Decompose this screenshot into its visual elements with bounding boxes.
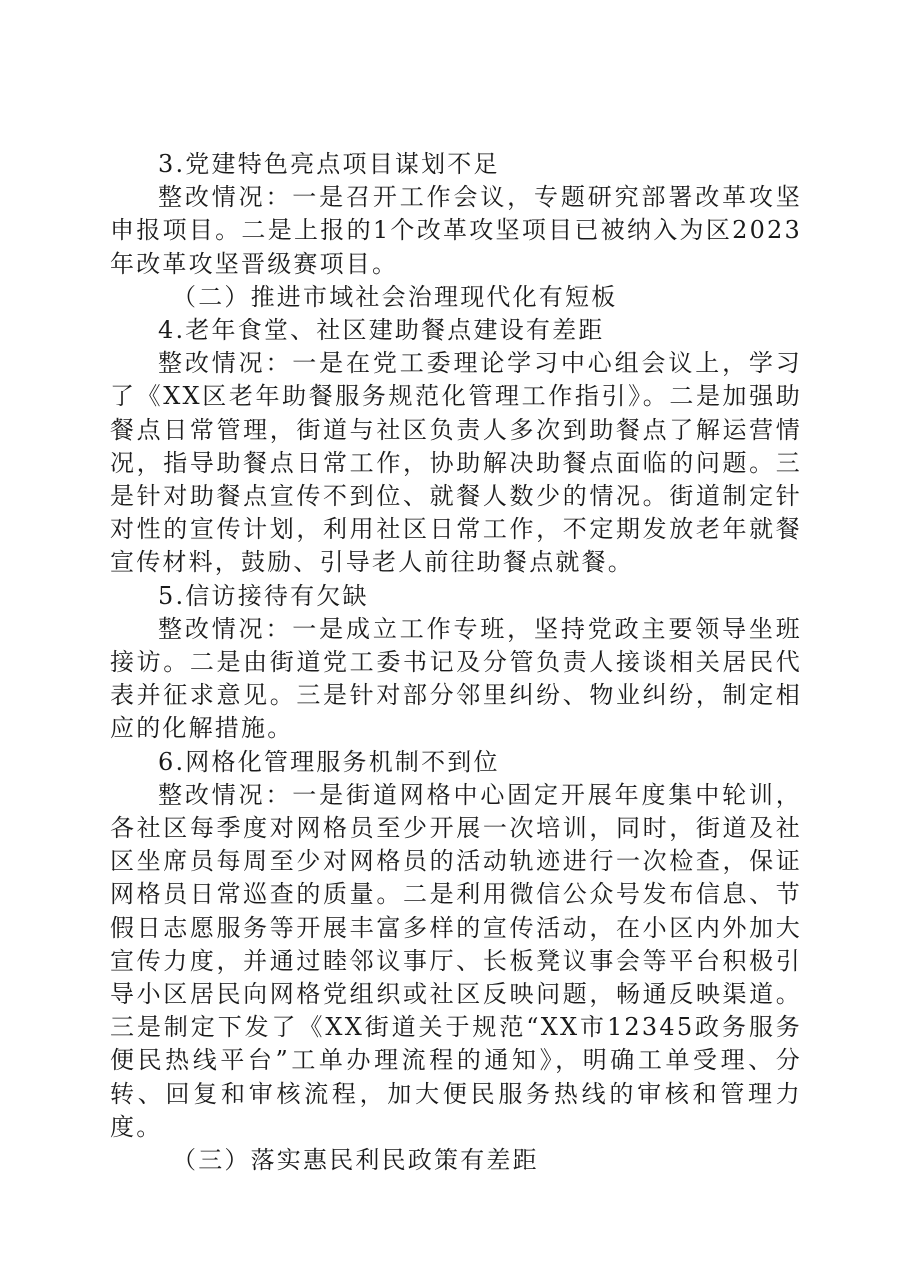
item-heading-4: 4.老年食堂、社区建助餐点建设有差距 — [158, 316, 605, 345]
item-body-6: 整改情况：一是街道网格中心固定开展年度集中轮训，各社区每季度对网格员至少开展一次培训，同时，街道及社区坐席员每周至少对网格员的活动轨迹进行一次检查，保证网格员日常巡查的质量。二是利用微信公众号发布信息、节假日志愿服务等开展丰富多样的宣传活动，在小区内外加大宣传力度，并通过睦邻议事厅、长板凳议事会等平台积极引导小区居民向网格党组织或社区反映问题，畅通反映渠道。三是制定下发了《XX街道关于规范“XX市12345政务服务便民热线平台”工单办理流程的通知》，明确工单受理、分转、回复和审核流程，加大便民服务热线的审核和管理力度。 — [110, 780, 802, 1141]
item-body-4: 整改情况：一是在党工委理论学习中心组会议上，学习了《XX区老年助餐服务规范化管理工作指引》。二是加强助餐点日常管理，街道与社区负责人多次到助餐点了解运营情况，指导助餐点日常工作，协助解决助餐点面临的问题。三是针对助餐点宣传不到位、就餐人数少的情况。街道制定针对性的宣传计划，利用社区日常工作，不定期发放老年就餐宣传材料，鼓励、引导老人前往助餐点就餐。 — [110, 349, 802, 577]
document-page — [110, 148, 802, 1177]
section-heading-2: （二）推进市域社会治理现代化有短板 — [172, 282, 618, 311]
item-heading-5: 5.信访接待有欠缺 — [158, 581, 369, 610]
item-body-5: 整改情况：一是成立工作专班，坚持党政主要领导坐班接访。二是由街道党工委书记及分管负责人接谈相关居民代表并征求意见。三是针对部分邻里纠纷、物业纠纷，制定相应的化解措施。 — [110, 614, 802, 743]
item-heading-3: 3.党建特色亮点项目谋划不足 — [158, 150, 500, 178]
item-body-3: 整改情况：一是召开工作会议，专题研究部署改革攻坚申报项目。二是上报的1个改革攻坚项目已被纳入为区2023年改革攻坚晋级赛项目。 — [110, 183, 802, 278]
section-heading-3: （三）落实惠民利民政策有差距 — [172, 1146, 539, 1175]
item-heading-6: 6.网格化管理服务机制不到位 — [158, 747, 500, 776]
